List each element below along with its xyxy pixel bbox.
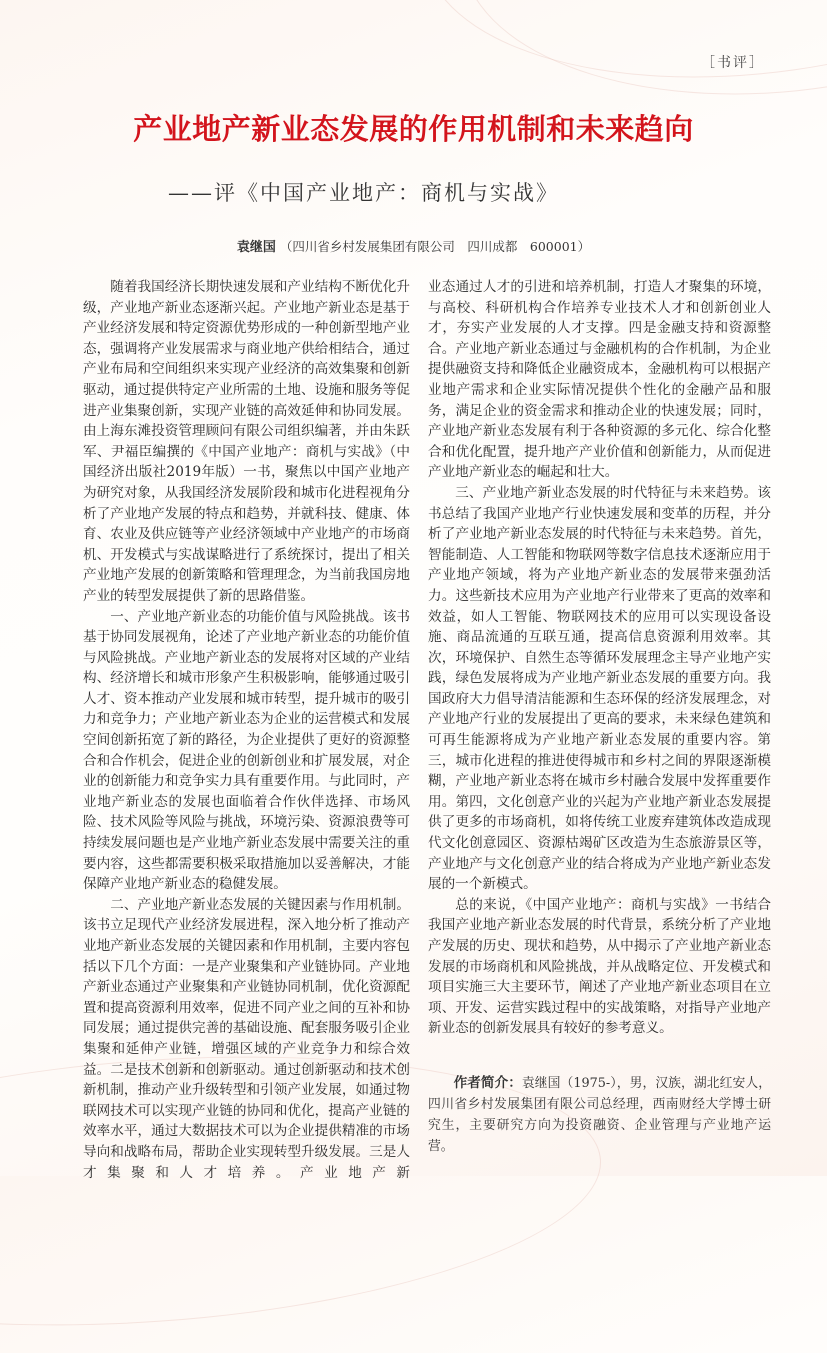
paragraph-section-1: 一、产业地产新业态的功能价值与风险挑战。该书基于协同发展视角，论述了产业地产新业态的功能价值与风险挑战。产业地产新业态的发展将对区域的产业结构、经济增长和城市形象产生积极影响，能够通过吸引人才、资本推动产业发展和城市转型，提升城市的吸引力和竞争力；产业地产新业态为企业的运营模式和发展空间创新拓宽了新的路径，为企业提供了更好的资源整合和合作机会，促进企业的创新创业和扩展发展，对企业的创新能力和竞争实力具有重要作用。与此同时，产业地产新业态的发展也面临着合作伙伴选择、市场风险、技术风险等风险与挑战，环境污染、资源浪费等可持续发展问题也是产业地产新业态发展中需要关注的重要内容，这些都需要积极采取措施加以妥善解决，才能保障产业地产新业态的稳健发展。 [83, 608, 410, 893]
paragraph-intro: 随着我国经济长期快速发展和产业结构不断优化升级，产业地产新业态逐渐兴起。产业地产新业态是基于产业经济发展和特定资源优势形成的一种创新型地产业态，强调将产业发展需求与商业地产供给相结合，通过产业布局和空间组织来实现产业经济的高效集聚和创新驱动，通过提供特定产业所需的土地、设施和服务等促进产业集聚创新，实现产业链的高效延伸和协同发展。由上海东滩投资管理顾问有限公司组织编著，并由朱跃军、尹福臣编撰的《中国产业地产：商机与实战》（中国经济出版社2019年版）一书，聚焦以中国产业地产为研究对象，从我国经济发展阶段和城市化进程视角分析了产业地产发展的特点和趋势，并就科技、健康、体育、农业及供应链等产业经济领域中产业地产的市场商机、开发模式与实战谋略进行了系统探讨，提出了相关产业地产发展的创新策略和管理理念，为当前我国房地产业的转型发展提供了新的思路借鉴。 [83, 279, 410, 604]
author-line [0, 236, 827, 255]
section-tag: ［书评］ [701, 55, 765, 71]
author-name: 袁继国 [236, 240, 276, 255]
author-bio-label: 作者简介： [453, 1074, 522, 1091]
right-column [428, 277, 771, 1157]
author-affiliation: （四川省乡村发展集团有限公司 四川成都 600001） [279, 239, 591, 254]
author-bio-text: 袁继国（1975-），男，汉族，湖北红安人，四川省乡村发展集团有限公司总经理，西南财经大学博士研究生，主要研究方向为投资融资、企业管理与产业地产运营。 [428, 1075, 772, 1154]
paragraph-section-2: 二、产业地产新业态发展的关键因素与作用机制。该书立足现代产业经济发展进程，深入地分析了推动产业地产新业态发展的关键因素和作用机制，主要内容包括以下几个方面：一是产业聚集和产业链协同。产业地产新业态通过产业聚集和产业链协同机制，优化资源配置和提高资源利用效率，促进不同产业之间的互补和协同发展；通过提供完善的基础设施、配套服务吸引企业集聚和延伸产业链，增强区域的产业竞争力和综合效益。二是技术创新和创新驱动。通过创新驱动和技术创新机制，推动产业升级转型和引领产业发展，如通过物联网技术可以实现产业链的协同和优化，提高产业链的效率水平，通过大数据技术可以为企业提供精准的市场导向和战略布局，帮助企业实现转型升级发展。三是人才集聚和人才培养。产业地产新 [83, 896, 410, 1181]
article-title: 产业地产新业态发展的作用机制和未来趋向 [133, 112, 694, 146]
author-bio [428, 1073, 771, 1157]
paragraph-conclusion: 总的来说，《中国产业地产：商机与实战》一书结合我国产业地产新业态发展的时代背景，系统分析了产业地产发展的历史、现状和趋势，从中揭示了产业地产新业态发展的市场商机和风险挑战，并从战略定位、开发模式和项目实施三大主要环节，阐述了产业地产新业态项目在立项、开发、运营实践过程中的实战策略，对指导产业地产新业态的创新发展具有较好的参考意义。 [428, 896, 771, 1037]
paragraph-section-3: 三、产业地产新业态发展的时代特征与未来趋势。该书总结了我国产业地产行业快速发展和变革的历程，并分析了产业地产新业态发展的时代特征与未来趋势。首先，智能制造、人工智能和物联网等数字信息技术逐渐应用于产业地产领域，将为产业地产新业态的发展带来强劲活力。这些新技术应用为产业地产行业带来了更高的效率和效益，如人工智能、物联网技术的应用可以实现设备设施、商品流通的互联互通，提高信息资源利用效率。其次，环境保护、自然生态等循环发展理念主导产业地产实践，绿色发展将成为产业地产新业态发展的重要方向。我国政府大力倡导清洁能源和生态环保的经济发展理念，对产业地产行业的发展提出了更高的要求，未来绿色建筑和可再生能源将成为产业地产新业态发展的重要内容。第三，城市化进程的推进使得城市和乡村之间的界限逐渐模糊，产业地产新业态将在城市乡村融合发展中发挥重要作用。第四，文化创意产业的兴起为产业地产新业态发展提供了更多的市场商机，如将传统工业废弃建筑体改造成现代文化创意园区、资源枯竭矿区改造为生态旅游景区等，产业地产与文化创意产业的结合将成为产业地产新业态发展的一个新模式。 [428, 484, 771, 893]
left-column [83, 277, 410, 1183]
article-subtitle: ——评《中国产业地产：商机与实战》 [168, 181, 559, 205]
paragraph-section-2-continued: 业态通过人才的引进和培养机制，打造人才聚集的环境，与高校、科研机构合作培养专业技术人才和创新创业人才，夯实产业发展的人才支撑。四是金融支持和资源整合。产业地产新业态通过与金融机构的合作机制，为企业提供融资支持和降低企业融资成本，金融机构可以根据产业地产需求和企业实际情况提供个性化的金融产品和服务，满足企业的资金需求和推动企业的快速发展；同时，产业地产新业态发展有利于各种资源的多元化、综合化整合和优化配置，提升地产产业价值和创新能力，从而促进产业地产新业态的崛起和壮大。 [428, 279, 771, 481]
background-swoosh [444, 0, 827, 125]
